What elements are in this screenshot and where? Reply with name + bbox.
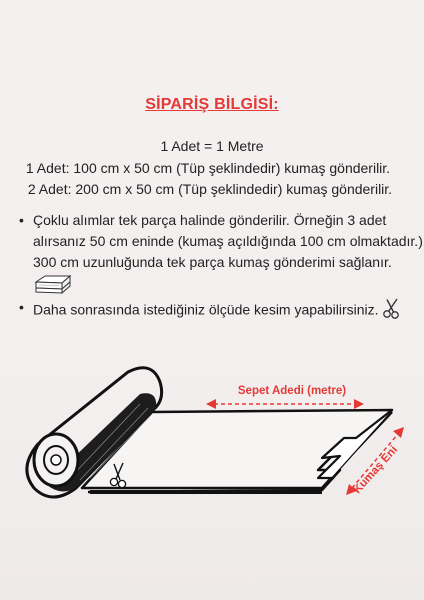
fabric-roll-illustration	[0, 360, 424, 600]
cutting-text: Daha sonrasında istediğiniz ölçüde kesim yapabilirsiniz.	[33, 301, 379, 318]
length-label: Sepet Adedi (metre)	[237, 385, 347, 397]
bullet-dot: •	[19, 299, 24, 315]
two-unit-info: 2 Adet: 200 cm x 50 cm (Tüp şeklindedir) kumaş gönderilir.	[27, 181, 393, 197]
unit-definition: 1 Adet = 1 Metre	[160, 138, 264, 154]
bullet-text	[33, 297, 424, 325]
order-info-title: SİPARİŞ BİLGİSİ:	[145, 96, 279, 113]
bullet-dot: •	[19, 212, 24, 228]
bullet-item-cutting	[20, 297, 420, 325]
width-label: Kumaş Eni	[351, 443, 401, 497]
one-unit-info: 1 Adet: 100 cm x 50 cm (Tüp şeklindedir) kumaş gönderilir.	[25, 160, 391, 176]
fabric-bottom-edge	[90, 490, 322, 494]
multi-purchase-text: Çoklu alımlar tek parça halinde gönderilir. Örneğin 3 adet alırsanız 50 cm eninde (kumaş açıldığında 100 cm olmaktadır.) 300 cm uzunluğunda tek parça kumaş gönderimi sağlanır.	[33, 212, 423, 270]
bullet-item-multi-purchase	[19, 210, 423, 303]
scissors-icon	[382, 297, 402, 325]
bullet-text	[33, 210, 424, 303]
length-arrow	[206, 399, 364, 409]
